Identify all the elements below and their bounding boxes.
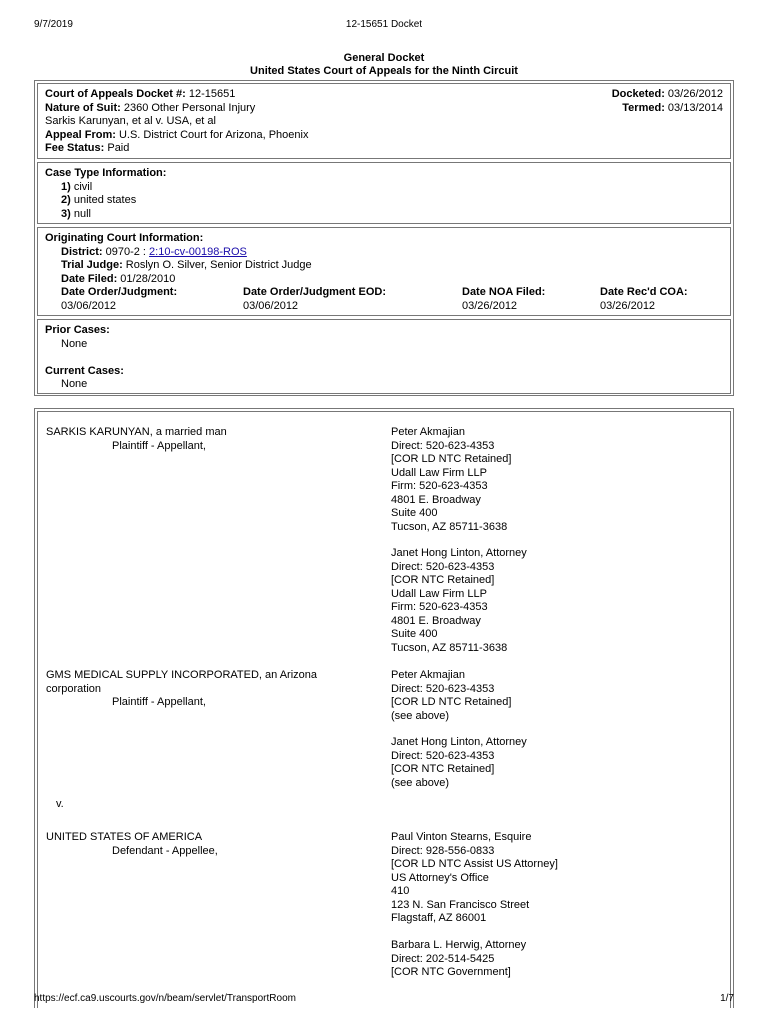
versus-label: v. — [56, 798, 64, 810]
termed-date: Termed: 03/13/2014 — [622, 101, 723, 114]
attorney-line: [COR NTC Retained] — [391, 763, 495, 775]
date-columns — [45, 286, 723, 313]
attorney-line: [COR NTC Retained] — [391, 574, 495, 586]
current-cases-label: Current Cases: — [45, 364, 124, 377]
attorney-line: Direct: 520-623-4353 — [391, 439, 495, 452]
party-name: SARKIS KARUNYAN, a married man — [46, 426, 227, 438]
attorney-line: 4801 E. Broadway — [391, 614, 481, 627]
attorney-name: Peter Akmajian — [391, 669, 465, 681]
date-recd-coa: Date Rec'd COA: 03/26/2012 — [600, 286, 688, 312]
party-karunyan — [46, 426, 356, 453]
attorney-name: Janet Hong Linton, Attorney — [391, 736, 527, 748]
party-role: Defendant - Appellee, — [112, 844, 218, 857]
attorney-block — [391, 547, 721, 655]
attorney-line: Tucson, AZ 85711-3638 — [391, 520, 508, 533]
date-order-judgment-eod: Date Order/Judgment EOD: 03/06/2012 — [243, 286, 387, 312]
attorney-line: US Attorney's Office — [391, 871, 489, 884]
print-title: 12-15651 Docket — [345, 19, 423, 30]
doc-subtitle: United States Court of Appeals for the Ninth Circuit — [250, 65, 518, 77]
attorney-line: [COR LD NTC Retained] — [391, 696, 512, 708]
current-cases-value: None — [61, 378, 88, 390]
print-date: 9/7/2019 — [34, 19, 73, 30]
attorney-line: 123 N. San Francisco Street — [391, 898, 530, 911]
attorney-line: (see above) — [391, 709, 450, 722]
party-role: Plaintiff - Appellant, — [112, 696, 206, 708]
case-type-item: 2) united states — [61, 194, 137, 206]
case-info-table — [34, 80, 734, 396]
case-type-label: Case Type Information: — [45, 167, 167, 179]
party-name: UNITED STATES OF AMERICA — [46, 831, 203, 843]
party-united-states — [46, 831, 356, 858]
date-filed-row: Date Filed: 01/28/2010 — [61, 272, 176, 285]
attorney-line: (see above) — [391, 776, 450, 789]
party-name-cont: corporation — [46, 682, 102, 695]
page-number: 1/7 — [720, 993, 734, 1004]
attorney-line: [COR LD NTC Retained] — [391, 453, 512, 465]
parties-table — [34, 408, 734, 1008]
doc-title: General Docket — [343, 52, 425, 64]
prior-cases-label: Prior Cases: — [45, 324, 110, 336]
attorney-block — [391, 831, 721, 926]
attorney-line: Direct: 520-623-4353 — [391, 560, 495, 573]
case-summary-box — [37, 83, 731, 159]
prior-cases-box — [37, 319, 731, 394]
nature-of-suit-row: Nature of Suit: 2360 Other Personal Injury — [45, 101, 256, 114]
case-type-item: 3) null — [61, 207, 91, 220]
docketed-date: Docketed: 03/26/2012 — [611, 88, 723, 100]
originating-label: Originating Court Information: — [45, 232, 204, 244]
date-order-judgment: Date Order/Judgment: 03/06/2012 — [61, 286, 178, 312]
attorney-block — [391, 426, 721, 534]
trial-judge-row: Trial Judge: Roslyn O. Silver, Senior District Judge — [61, 259, 312, 271]
attorney-block — [391, 939, 721, 980]
attorney-line: Direct: 928-556-0833 — [391, 844, 495, 857]
attorney-line: Flagstaff, AZ 86001 — [391, 912, 487, 924]
attorney-name: Barbara L. Herwig, Attorney — [391, 939, 527, 951]
attorney-line: Direct: 520-623-4353 — [391, 749, 495, 762]
attorney-block — [391, 736, 721, 790]
parties-box — [37, 411, 731, 1008]
fee-status-row: Fee Status: Paid — [45, 142, 130, 154]
attorney-line: Udall Law Firm LLP — [391, 466, 487, 479]
case-caption: Sarkis Karunyan, et al v. USA, et al — [45, 115, 216, 127]
case-type-box — [37, 162, 731, 224]
attorney-line: Firm: 520-623-4353 — [391, 480, 488, 492]
print-url: https://ecf.ca9.uscourts.gov/n/beam/servlet/TransportRoom — [34, 993, 296, 1004]
attorney-line: Suite 400 — [391, 507, 438, 519]
district-row: District: 0970-2 : 2:10-cv-00198-ROS — [61, 245, 247, 258]
attorney-line: Firm: 520-623-4353 — [391, 601, 488, 613]
attorney-name: Janet Hong Linton, Attorney — [391, 547, 527, 559]
attorney-line: 410 — [391, 885, 410, 897]
prior-cases-value: None — [61, 337, 88, 350]
party-gms-medical — [46, 669, 356, 710]
attorney-line: Udall Law Firm LLP — [391, 587, 487, 600]
attorney-line: 4801 E. Broadway — [391, 493, 481, 506]
attorney-name: Peter Akmajian — [391, 426, 465, 438]
date-noa-filed: Date NOA Filed: 03/26/2012 — [462, 286, 546, 312]
attorney-line: Suite 400 — [391, 628, 438, 640]
attorney-line: Direct: 202-514-5425 — [391, 952, 495, 965]
attorney-line: Direct: 520-623-4353 — [391, 682, 495, 695]
docket-number-row: Court of Appeals Docket #: 12-15651 — [45, 88, 236, 100]
case-type-item: 1) civil — [61, 180, 93, 193]
district-case-link[interactable]: 2:10-cv-00198-ROS — [149, 245, 247, 258]
originating-court-box — [37, 227, 731, 316]
appeal-from-row: Appeal From: U.S. District Court for Arizona, Phoenix — [45, 128, 309, 141]
attorney-name: Paul Vinton Stearns, Esquire — [391, 831, 532, 843]
attorney-block — [391, 669, 721, 723]
attorney-line: [COR NTC Government] — [391, 966, 511, 978]
party-name: GMS MEDICAL SUPPLY INCORPORATED, an Arizona — [46, 669, 318, 681]
attorney-line: [COR LD NTC Assist US Attorney] — [391, 858, 558, 870]
party-role: Plaintiff - Appellant, — [112, 439, 206, 452]
attorney-line: Tucson, AZ 85711-3638 — [391, 641, 508, 654]
